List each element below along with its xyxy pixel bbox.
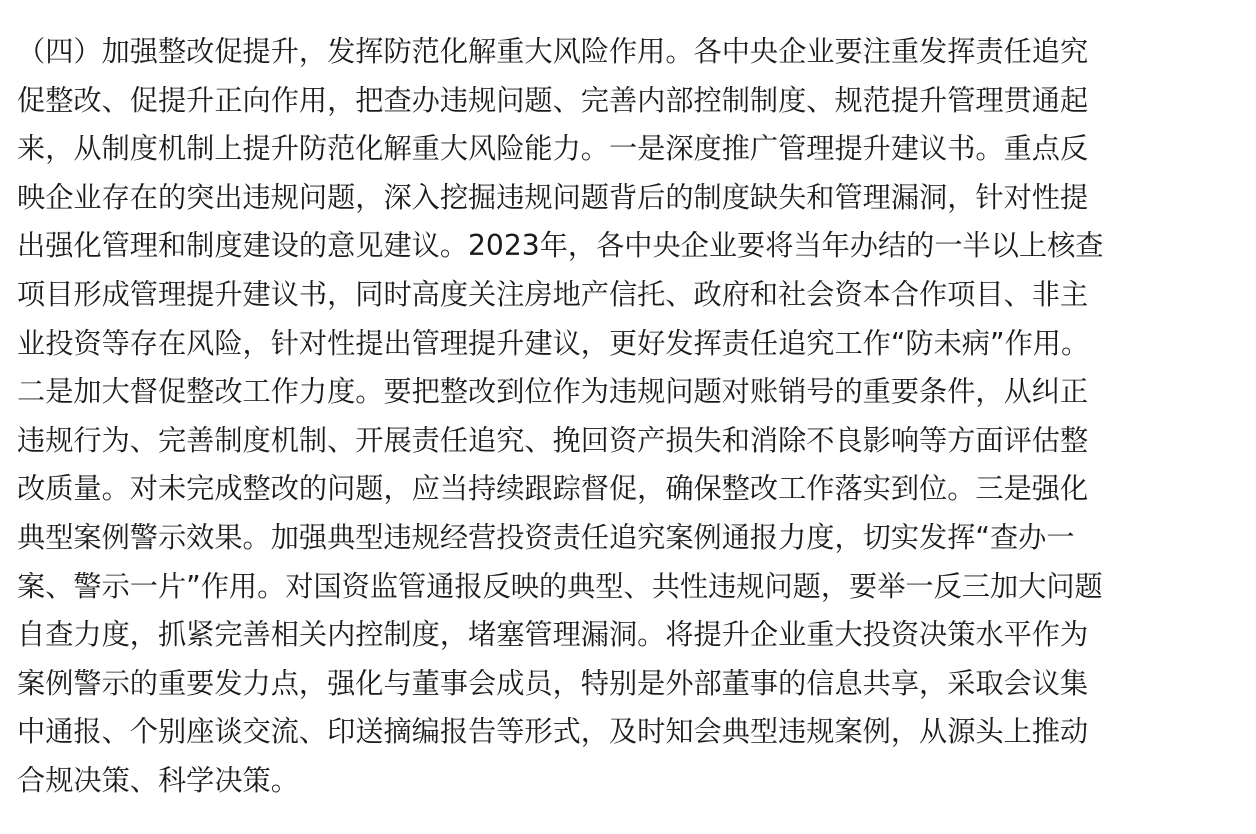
text-line: 映企业存在的突出违规问题，深入挖掘违规问题背后的制度缺失和管理漏洞，针对性提 <box>17 180 1089 214</box>
text-line: 改质量。对未完成整改的问题，应当持续跟踪督促，确保整改工作落实到位。三是强化 <box>17 472 1089 506</box>
text-line: 违规行为、完善制度机制、开展责任追究、挽回资产损失和消除不良影响等方面评估整 <box>17 423 1089 457</box>
text-line: 项目形成管理提升建议书，同时高度关注房地产信托、政府和社会资本合作项目、非主 <box>17 277 1089 311</box>
text-line: 来，从制度机制上提升防范化解重大风险能力。一是深度推广管理提升建议书。重点反 <box>17 132 1089 166</box>
text-line: 业投资等存在风险，针对性提出管理提升建议，更好发挥责任追究工作“防未病”作用。 <box>17 326 1090 360</box>
text-line: 出强化管理和制度建设的意见建议。2023年，各中央企业要将当年办结的一半以上核查 <box>17 229 1104 263</box>
text-line: 促整改、促提升正向作用，把查办违规问题、完善内部控制制度、规范提升管理贯通起 <box>17 83 1089 117</box>
text-line: 二是加大督促整改工作力度。要把整改到位作为违规问题对账销号的重要条件，从纠正 <box>17 375 1089 409</box>
text-line: 典型案例警示效果。加强典型违规经营投资责任追究案例通报力度，切实发挥“查办一 <box>17 520 1075 554</box>
text-line: 案例警示的重要发力点，强化与董事会成员，特别是外部董事的信息共享，采取会议集 <box>17 666 1089 700</box>
text-line: 自查力度，抓紧完善相关内控制度，堵塞管理漏洞。将提升企业重大投资决策水平作为 <box>17 618 1089 652</box>
text-line: 中通报、个别座谈交流、印送摘编报告等形式，及时知会典型违规案例，从源头上推动 <box>17 715 1089 749</box>
text-line: 案、警示一片”作用。对国资监管通报反映的典型、共性违规问题，要举一反三加大问题 <box>17 569 1103 603</box>
text-line: （四）加强整改促提升，发挥防范化解重大风险作用。各中央企业要注重发挥责任追究 <box>17 35 1089 68</box>
text-line: 合规决策、科学决策。 <box>17 763 299 797</box>
article-body <box>17 28 1239 806</box>
